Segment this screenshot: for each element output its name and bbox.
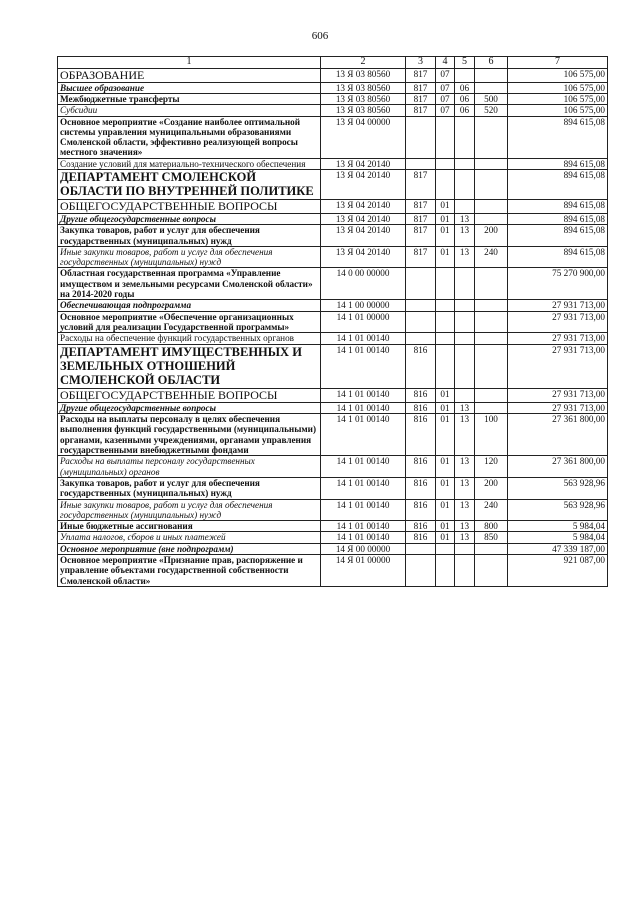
header-row	[58, 57, 608, 69]
ministry-code: 817	[406, 225, 436, 247]
column-header: 4	[436, 57, 455, 69]
row-name: Расходы на обеспечение функций государственных органов	[58, 333, 321, 344]
row-name: ДЕПАРТАМЕНТ СМОЛЕНСКОЙ ОБЛАСТИ ПО ВНУТРЕННЕЙ ПОЛИТИКЕ	[58, 170, 321, 200]
row-name: Закупка товаров, работ и услуг для обеспечения государственных (муниципальных) нужд	[58, 225, 321, 247]
amount: 921 087,00	[508, 555, 608, 587]
expense-type-code	[475, 170, 508, 200]
target-article-code: 14 1 00 00000	[321, 300, 406, 311]
budget-table	[57, 56, 608, 587]
subsection-code: 13	[455, 456, 475, 478]
target-article-code: 13 Я 04 20140	[321, 199, 406, 213]
subsection-code	[455, 300, 475, 311]
section-code	[436, 116, 455, 158]
expense-type-code	[475, 543, 508, 554]
expense-type-code: 800	[475, 521, 508, 532]
amount: 5 984,04	[508, 521, 608, 532]
row-name: ОБРАЗОВАНИЕ	[58, 68, 321, 82]
row-name: Создание условий для материально-технического обеспечения	[58, 158, 321, 169]
subsection-code	[455, 268, 475, 300]
row-name: Основное мероприятие «Обеспечение организационных условий для реализации Государственной программы»	[58, 311, 321, 333]
amount: 27 361 800,00	[508, 414, 608, 456]
table-row	[58, 456, 608, 478]
target-article-code: 13 Я 03 80560	[321, 68, 406, 82]
target-article-code: 14 1 01 00140	[321, 456, 406, 478]
table-row	[58, 225, 608, 247]
target-article-code: 14 1 01 00140	[321, 388, 406, 402]
target-article-code: 14 1 01 00140	[321, 402, 406, 413]
target-article-code: 13 Я 04 20140	[321, 214, 406, 225]
row-name: Межбюджетные трансферты	[58, 93, 321, 104]
table-row	[58, 543, 608, 554]
row-name: Высшее образование	[58, 82, 321, 93]
expense-type-code: 500	[475, 93, 508, 104]
section-code	[436, 543, 455, 554]
table-row	[58, 344, 608, 388]
amount: 563 928,96	[508, 477, 608, 499]
subsection-code	[455, 170, 475, 200]
table-row	[58, 158, 608, 169]
table-row	[58, 82, 608, 93]
subsection-code: 13	[455, 532, 475, 543]
table-row	[58, 477, 608, 499]
row-name: Расходы на выплаты персоналу в целях обеспечения выполнения функций государственными (муниципальными) органами, казенными учреждениями, органами управления государственными внебюджетными фондами	[58, 414, 321, 456]
expense-type-code	[475, 311, 508, 333]
target-article-code: 14 Я 01 00000	[321, 555, 406, 587]
subsection-code	[455, 543, 475, 554]
target-article-code: 14 1 01 00140	[321, 344, 406, 388]
ministry-code: 817	[406, 105, 436, 116]
table-row	[58, 246, 608, 268]
expense-type-code	[475, 555, 508, 587]
amount: 27 361 800,00	[508, 456, 608, 478]
section-code: 01	[436, 499, 455, 521]
amount: 894 615,08	[508, 170, 608, 200]
expense-type-code: 240	[475, 499, 508, 521]
column-header: 6	[475, 57, 508, 69]
subsection-code	[455, 555, 475, 587]
expense-type-code: 240	[475, 246, 508, 268]
ministry-code	[406, 300, 436, 311]
ministry-code: 816	[406, 344, 436, 388]
ministry-code	[406, 333, 436, 344]
section-code: 01	[436, 521, 455, 532]
amount: 27 931 713,00	[508, 388, 608, 402]
section-code	[436, 300, 455, 311]
target-article-code: 13 Я 04 20140	[321, 158, 406, 169]
table-row	[58, 532, 608, 543]
ministry-code: 816	[406, 532, 436, 543]
expense-type-code: 850	[475, 532, 508, 543]
expense-type-code	[475, 199, 508, 213]
section-code	[436, 268, 455, 300]
target-article-code: 14 1 01 00140	[321, 532, 406, 543]
table-row	[58, 499, 608, 521]
section-code: 07	[436, 93, 455, 104]
amount: 894 615,08	[508, 116, 608, 158]
target-article-code: 14 1 01 00140	[321, 521, 406, 532]
section-code: 01	[436, 214, 455, 225]
table-row	[58, 268, 608, 300]
row-name: ОБЩЕГОСУДАРСТВЕННЫЕ ВОПРОСЫ	[58, 388, 321, 402]
row-name: Иные закупки товаров, работ и услуг для обеспечения государственных (муниципальных) нужд	[58, 499, 321, 521]
expense-type-code	[475, 158, 508, 169]
subsection-code: 13	[455, 499, 475, 521]
target-article-code: 13 Я 04 00000	[321, 116, 406, 158]
amount: 106 575,00	[508, 105, 608, 116]
ministry-code: 816	[406, 456, 436, 478]
amount: 27 931 713,00	[508, 333, 608, 344]
page-number: 606	[311, 30, 329, 42]
subsection-code	[455, 116, 475, 158]
section-code: 01	[436, 388, 455, 402]
target-article-code: 13 Я 03 80560	[321, 93, 406, 104]
row-name: Другие общегосударственные вопросы	[58, 214, 321, 225]
target-article-code: 14 Я 00 00000	[321, 543, 406, 554]
row-name: Основное мероприятие (вне подпрограмм)	[58, 543, 321, 554]
section-code	[436, 311, 455, 333]
ministry-code	[406, 116, 436, 158]
expense-type-code	[475, 344, 508, 388]
ministry-code: 816	[406, 414, 436, 456]
table-row	[58, 311, 608, 333]
amount: 563 928,96	[508, 499, 608, 521]
column-header: 2	[321, 57, 406, 69]
row-name: Иные бюджетные ассигнования	[58, 521, 321, 532]
table-row	[58, 388, 608, 402]
table-row	[58, 414, 608, 456]
section-code: 01	[436, 225, 455, 247]
ministry-code	[406, 268, 436, 300]
subsection-code	[455, 388, 475, 402]
subsection-code	[455, 311, 475, 333]
expense-type-code	[475, 268, 508, 300]
row-name: ДЕПАРТАМЕНТ ИМУЩЕСТВЕННЫХ И ЗЕМЕЛЬНЫХ ОТНОШЕНИЙ СМОЛЕНСКОЙ ОБЛАСТИ	[58, 344, 321, 388]
section-code	[436, 555, 455, 587]
ministry-code: 816	[406, 499, 436, 521]
amount: 894 615,08	[508, 158, 608, 169]
row-name: Уплата налогов, сборов и иных платежей	[58, 532, 321, 543]
target-article-code: 14 1 01 00140	[321, 499, 406, 521]
ministry-code: 816	[406, 388, 436, 402]
section-code	[436, 158, 455, 169]
section-code: 01	[436, 246, 455, 268]
row-name: Областная государственная программа «Управление имуществом и земельными ресурсами Смоленской области» на 2014-2020 годы	[58, 268, 321, 300]
section-code: 07	[436, 82, 455, 93]
expense-type-code: 200	[475, 225, 508, 247]
amount: 27 931 713,00	[508, 311, 608, 333]
ministry-code: 817	[406, 214, 436, 225]
row-name: ОБЩЕГОСУДАРСТВЕННЫЕ ВОПРОСЫ	[58, 199, 321, 213]
amount: 106 575,00	[508, 68, 608, 82]
row-name: Основное мероприятие «Признание прав, распоряжение и управление объектами государственной собственности Смоленской области»	[58, 555, 321, 587]
amount: 894 615,08	[508, 214, 608, 225]
amount: 27 931 713,00	[508, 344, 608, 388]
target-article-code: 13 Я 04 20140	[321, 246, 406, 268]
expense-type-code	[475, 214, 508, 225]
section-code: 07	[436, 68, 455, 82]
subsection-code	[455, 158, 475, 169]
target-article-code: 14 0 00 00000	[321, 268, 406, 300]
table-row	[58, 300, 608, 311]
amount: 75 270 900,00	[508, 268, 608, 300]
target-article-code: 13 Я 04 20140	[321, 170, 406, 200]
table-row	[58, 402, 608, 413]
expense-type-code	[475, 333, 508, 344]
table-row	[58, 93, 608, 104]
ministry-code	[406, 158, 436, 169]
ministry-code: 817	[406, 170, 436, 200]
table-row	[58, 333, 608, 344]
amount: 106 575,00	[508, 93, 608, 104]
amount: 894 615,08	[508, 199, 608, 213]
ministry-code: 817	[406, 246, 436, 268]
expense-type-code: 120	[475, 456, 508, 478]
section-code: 01	[436, 532, 455, 543]
ministry-code: 817	[406, 68, 436, 82]
subsection-code	[455, 199, 475, 213]
ministry-code	[406, 543, 436, 554]
amount: 47 339 187,00	[508, 543, 608, 554]
expense-type-code: 200	[475, 477, 508, 499]
section-code: 01	[436, 199, 455, 213]
section-code: 01	[436, 414, 455, 456]
section-code: 07	[436, 105, 455, 116]
expense-type-code	[475, 300, 508, 311]
subsection-code: 13	[455, 521, 475, 532]
amount: 27 931 713,00	[508, 402, 608, 413]
section-code	[436, 344, 455, 388]
table-row	[58, 199, 608, 213]
row-name: Субсидии	[58, 105, 321, 116]
table-row	[58, 170, 608, 200]
row-name: Закупка товаров, работ и услуг для обеспечения государственных (муниципальных) нужд	[58, 477, 321, 499]
table-row	[58, 521, 608, 532]
subsection-code	[455, 333, 475, 344]
row-name: Иные закупки товаров, работ и услуг для обеспечения государственных (муниципальных) нужд	[58, 246, 321, 268]
expense-type-code	[475, 402, 508, 413]
row-name: Обеспечивающая подпрограмма	[58, 300, 321, 311]
column-header: 1	[58, 57, 321, 69]
ministry-code: 817	[406, 82, 436, 93]
target-article-code: 14 1 01 00140	[321, 333, 406, 344]
expense-type-code	[475, 68, 508, 82]
subsection-code	[455, 344, 475, 388]
amount: 5 984,04	[508, 532, 608, 543]
amount: 894 615,08	[508, 246, 608, 268]
ministry-code: 816	[406, 477, 436, 499]
table-row	[58, 214, 608, 225]
table-row	[58, 116, 608, 158]
amount: 106 575,00	[508, 82, 608, 93]
amount: 27 931 713,00	[508, 300, 608, 311]
subsection-code: 13	[455, 477, 475, 499]
target-article-code: 14 1 01 00140	[321, 477, 406, 499]
subsection-code: 13	[455, 214, 475, 225]
ministry-code	[406, 311, 436, 333]
row-name: Расходы на выплаты персоналу государственных (муниципальных) органов	[58, 456, 321, 478]
table-row	[58, 555, 608, 587]
section-code	[436, 333, 455, 344]
target-article-code: 13 Я 03 80560	[321, 82, 406, 93]
subsection-code: 13	[455, 402, 475, 413]
ministry-code: 817	[406, 93, 436, 104]
ministry-code: 816	[406, 521, 436, 532]
column-header: 5	[455, 57, 475, 69]
column-header: 3	[406, 57, 436, 69]
row-name: Другие общегосударственные вопросы	[58, 402, 321, 413]
table-row	[58, 105, 608, 116]
row-name: Основное мероприятие «Создание наиболее оптимальной системы управления муниципальными образованиями Смоленской области, эффективно реализующей вопросы местного значения»	[58, 116, 321, 158]
section-code	[436, 170, 455, 200]
subsection-code: 13	[455, 246, 475, 268]
table-row	[58, 68, 608, 82]
ministry-code: 816	[406, 402, 436, 413]
subsection-code: 06	[455, 82, 475, 93]
subsection-code: 06	[455, 93, 475, 104]
column-header: 7	[508, 57, 608, 69]
expense-type-code: 100	[475, 414, 508, 456]
subsection-code: 06	[455, 105, 475, 116]
target-article-code: 13 Я 03 80560	[321, 105, 406, 116]
ministry-code	[406, 555, 436, 587]
expense-type-code: 520	[475, 105, 508, 116]
section-code: 01	[436, 477, 455, 499]
amount: 894 615,08	[508, 225, 608, 247]
subsection-code: 13	[455, 225, 475, 247]
section-code: 01	[436, 402, 455, 413]
expense-type-code	[475, 388, 508, 402]
subsection-code	[455, 68, 475, 82]
target-article-code: 14 1 01 00000	[321, 311, 406, 333]
subsection-code: 13	[455, 414, 475, 456]
ministry-code: 817	[406, 199, 436, 213]
target-article-code: 14 1 01 00140	[321, 414, 406, 456]
target-article-code: 13 Я 04 20140	[321, 225, 406, 247]
expense-type-code	[475, 82, 508, 93]
section-code: 01	[436, 456, 455, 478]
expense-type-code	[475, 116, 508, 158]
